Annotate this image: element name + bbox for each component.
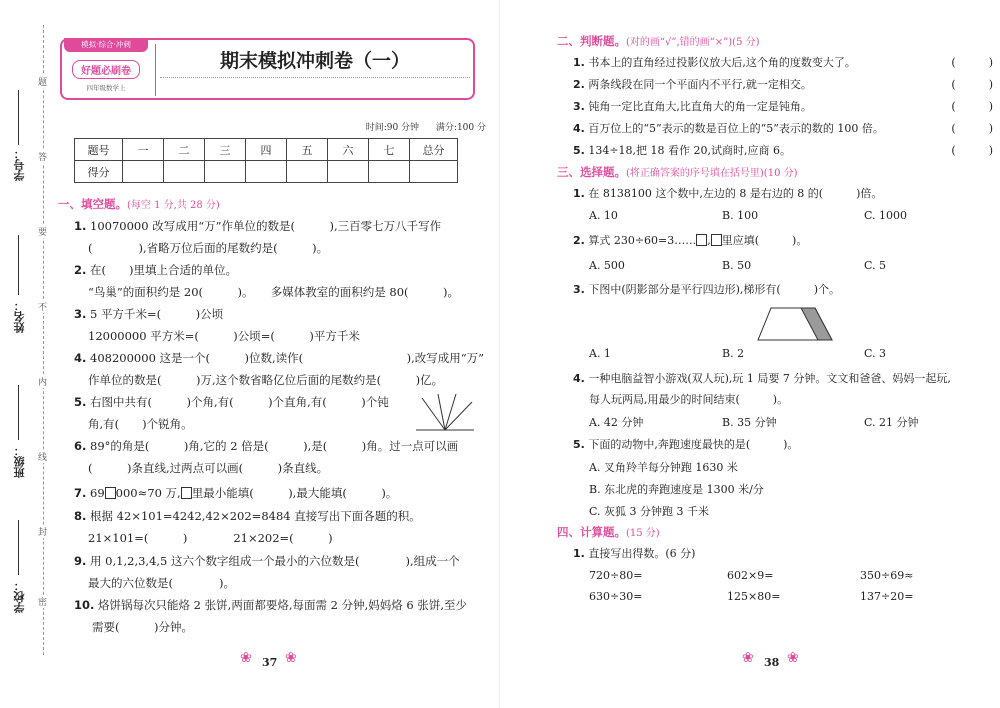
score-cell: 四 [246,139,287,161]
blank-box [181,487,192,499]
section-4-title [557,524,660,540]
question-line [74,508,494,524]
question-text: 12000000 平方米=( )公顷=( )平方千米 [88,329,360,343]
school-blank[interactable] [18,520,19,575]
question-text: 根据 42×101=4242,42×202=8484 直接写出下面各题的积。 [90,509,421,523]
question-line [74,553,494,569]
section-1-title [58,196,220,212]
question-line [88,284,508,300]
question-number: 9. [74,554,87,568]
score-input-cell[interactable] [328,161,369,183]
judge-item [573,143,993,159]
exam-time: 时间:90 分钟 [365,123,420,133]
choice-option[interactable]: B. 35 分钟 [722,416,777,429]
choice-option[interactable]: A. 叉角羚羊每分钟跑 1630 米 [589,461,738,474]
score-cell: 题号 [75,139,123,161]
binding-char: 题 [38,75,47,88]
question-number: 2. [573,234,585,247]
binding-char: 内 [38,375,47,388]
score-input-cell[interactable] [164,161,205,183]
section-3-note: (将正确答案的序号填在括号里)(10 分) [626,168,798,179]
page-number: 37 [262,656,278,669]
score-row-label: 得分 [75,161,123,183]
score-input-cell[interactable] [205,161,246,183]
section-1-heading: 一、填空题。 [58,197,127,211]
score-cell: 三 [205,139,246,161]
question-number: 2. [74,263,87,277]
question-text: ( )条直线,过两点可以画( )条直线。 [88,461,329,475]
binding-char: 不 [38,300,47,313]
binding-char: 线 [38,450,47,463]
header-separator [155,44,156,96]
question-number: 1. [573,187,585,200]
blank-box [105,487,116,499]
brand-name: 好题必刷卷 [72,60,140,79]
score-cell: 总分 [410,139,458,161]
answer-paren[interactable]: ( ) [951,78,993,91]
calc-expression: 630÷30= [589,590,643,603]
question-text: 两条线段在同一个平面内不平行,就一定相交。 [588,78,812,91]
score-table-header-row [75,139,458,161]
question-text: ( ),省略万位后面的尾数约是( )。 [88,241,329,255]
score-cell: 二 [164,139,205,161]
judge-item [573,99,993,115]
question-text: 最大的六位数是( )。 [88,576,235,590]
question-number: 3. [573,283,585,296]
question-text: 每人玩两局,用最少的时间结束( )。 [589,393,789,406]
trapezoid-figure [757,306,833,342]
binding-char: 要 [38,225,47,238]
question-number: 4. [573,372,585,385]
question-text: 下图中(阴影部分是平行四边形),梯形有( )个。 [588,283,841,296]
palm-icon: ❀ [787,650,799,666]
question-number: 1. [573,56,585,69]
choice-item [589,392,1000,408]
question-text: 百万位上的“5”表示的数是百位上的“5”表示的数的 100 倍。 [588,122,884,135]
palm-icon: ❀ [285,650,297,666]
question-line [74,485,494,501]
score-cell: 一 [123,139,164,161]
binding-char: 封 [38,525,47,538]
calc-expression: 720÷80= [589,569,643,582]
choice-item [573,371,993,387]
question-text: 右图中共有( )个角,有( )个直角,有( )个钝 [90,395,389,409]
score-input-cell[interactable] [123,161,164,183]
class-label: 班级： [13,445,26,478]
score-cell: 六 [328,139,369,161]
question-number: 3. [74,307,87,321]
header-tab: 模拟·综合·冲刺 [64,38,148,52]
question-text: 408200000 这是一个( )位数,读作( ),改写成用“万” [90,351,485,365]
question-number: 7. [74,486,87,500]
question-text: 在 8138100 这个数中,左边的 8 是右边的 8 的( )倍。 [588,187,883,200]
section-2-heading: 二、判断题。 [557,34,626,48]
calc-expression: 125×80= [727,590,781,603]
question-number: 2. [573,78,585,91]
score-input-cell[interactable] [410,161,458,183]
question-number: 10. [74,598,95,612]
choice-item [573,186,993,202]
question-number: 4. [573,122,585,135]
binding-dashed-line [43,25,44,655]
judge-item [573,77,993,93]
name-blank[interactable] [18,235,19,295]
question-text: 钝角一定比直角大,比直角大的角一定是钝角。 [588,100,812,113]
question-text: 下面的动物中,奔跑速度最快的是( )。 [588,438,799,451]
question-text: 在( )里填上合适的单位。 [90,263,238,277]
question-number: 3. [573,100,585,113]
question-text: , [707,234,711,247]
section-2-title [557,33,760,49]
question-number: 5. [573,438,585,451]
question-line [88,530,508,546]
question-number: 6. [74,439,87,453]
school-label: 学校： [13,580,26,613]
question-text: 作单位的数是( )万,这个数省略亿位后面的尾数约是( )亿。 [88,373,444,387]
calc-expression: 602×9= [727,569,774,582]
header-dotted-line [160,77,470,78]
score-table [74,138,458,183]
choice-option[interactable]: A. 10 [589,209,618,222]
choice-option[interactable]: A. 1 [589,347,611,360]
page-title: 期末模拟冲刺卷（一） [219,50,410,72]
question-text: 69 000≈70 万, 里最小能填( ),最大能填( )。 [90,486,398,500]
binding-char: 密 [38,595,47,608]
score-table-score-row [75,161,458,183]
student-id-label: 学号： [13,148,26,181]
page-divider [499,0,500,708]
question-number: 1. [573,547,585,560]
choice-option[interactable]: B. 2 [722,347,745,360]
choice-option[interactable]: B. 50 [722,259,752,272]
question-line [74,438,494,454]
choice-option[interactable]: C. 1000 [864,209,908,222]
question-line [74,262,494,278]
name-label: 姓名： [13,300,26,333]
question-line [74,218,494,234]
question-text: 书本上的直角经过投影仪放大后,这个角的度数变大了。 [588,56,856,69]
exam-full-score: 满分:100 分 [435,123,486,133]
question-line [74,306,494,322]
answer-paren[interactable]: ( ) [951,56,993,69]
score-cell: 七 [369,139,410,161]
grade-label: 四年级数学上 [86,84,126,92]
section-2-note: (对的画“√”,错的画“×”)(5 分) [626,37,760,48]
question-text: 烙饼锅每次只能烙 2 张饼,两面都要烙,每面需 2 分钟,妈妈烙 6 张饼,至少 [98,598,468,612]
page-number: 38 [764,656,780,669]
calc-expression: 137÷20= [860,590,914,603]
question-text: 直接写出得数。(6 分) [588,547,696,560]
choice-option[interactable]: B. 东北虎的奔跑速度是 1300 米/分 [589,483,764,496]
calc-expression: 350÷69≈ [860,569,914,582]
calc-item [573,546,993,562]
choice-option[interactable]: A. 500 [589,259,625,272]
choice-item [573,233,993,249]
score-cell: 五 [287,139,328,161]
section-4-note: (15 分) [626,528,660,539]
score-input-cell[interactable] [246,161,287,183]
section-3-heading: 三、选择题。 [557,165,626,179]
score-input-cell[interactable] [287,161,328,183]
question-text: “鸟巢”的面积约是 20( )。 多媒体教室的面积约是 80( )。 [88,285,460,299]
question-number: 8. [74,509,87,523]
question-text: 5 平方千米=( )公顷 [90,307,224,321]
angle-rays-figure [412,392,478,434]
question-text: 用 0,1,2,3,4,5 这六个数字组成一个最小的六位数是( ),组成一个 [90,554,460,568]
question-text: 里应填( )。 [721,234,808,247]
question-text: 21×101=( ) 21×202=( ) [88,531,333,545]
choice-option[interactable]: C. 21 分钟 [864,416,919,429]
judge-item [573,121,993,137]
question-number: 5. [573,144,585,157]
question-line [74,350,494,366]
question-line [74,597,494,613]
choice-option[interactable]: C. 灰狐 3 分钟跑 3 千米 [589,505,710,518]
question-line [88,460,508,476]
question-line [88,372,508,388]
question-text: 134÷18,把 18 看作 20,试商时,应商 6。 [588,144,792,157]
choice-item [573,282,993,298]
choice-option[interactable]: A. 42 分钟 [589,416,644,429]
question-number: 5. [74,395,87,409]
student-id-blank[interactable] [18,90,19,145]
binding-char: 答 [38,150,47,163]
choice-option[interactable]: C. 5 [864,259,887,272]
question-number: 4. [74,351,87,365]
answer-paren[interactable]: ( ) [951,144,993,157]
question-text: 角,有( )个锐角。 [88,417,193,431]
question-line [88,240,508,256]
choice-item [573,437,993,453]
palm-icon: ❀ [742,650,754,666]
section-1-note: (每空 1 分,共 28 分) [127,200,220,211]
question-line [92,619,512,635]
question-text: 需要( )分钟。 [92,620,193,634]
section-4-heading: 四、计算题。 [557,525,626,539]
choice-option[interactable]: B. 100 [722,209,759,222]
question-line [88,328,508,344]
blank-box [711,234,722,246]
question-text: 一种电脑益智小游戏(双人玩),玩 1 局要 7 分钟。文文和爸爸、妈妈一起玩, [588,372,951,385]
question-line [88,575,508,591]
question-text: 89°的角是( )角,它的 2 倍是( ),是( )角。过一点可以画 [90,439,459,453]
choice-option[interactable]: C. 3 [864,347,887,360]
palm-icon: ❀ [240,650,252,666]
question-number: 1. [74,219,87,233]
section-3-title [557,164,798,180]
answer-paren[interactable]: ( ) [951,100,993,113]
question-text: 算式 230÷60=3…… [588,234,697,247]
exam-timing [352,120,486,133]
judge-item [573,55,993,71]
header-brand [64,56,148,98]
question-text: 10070000 改写成用“万”作单位的数是( ),三百零七万八千写作 [90,219,442,233]
score-input-cell[interactable] [369,161,410,183]
answer-paren[interactable]: ( ) [951,122,993,135]
class-blank[interactable] [18,385,19,440]
blank-box [696,234,707,246]
